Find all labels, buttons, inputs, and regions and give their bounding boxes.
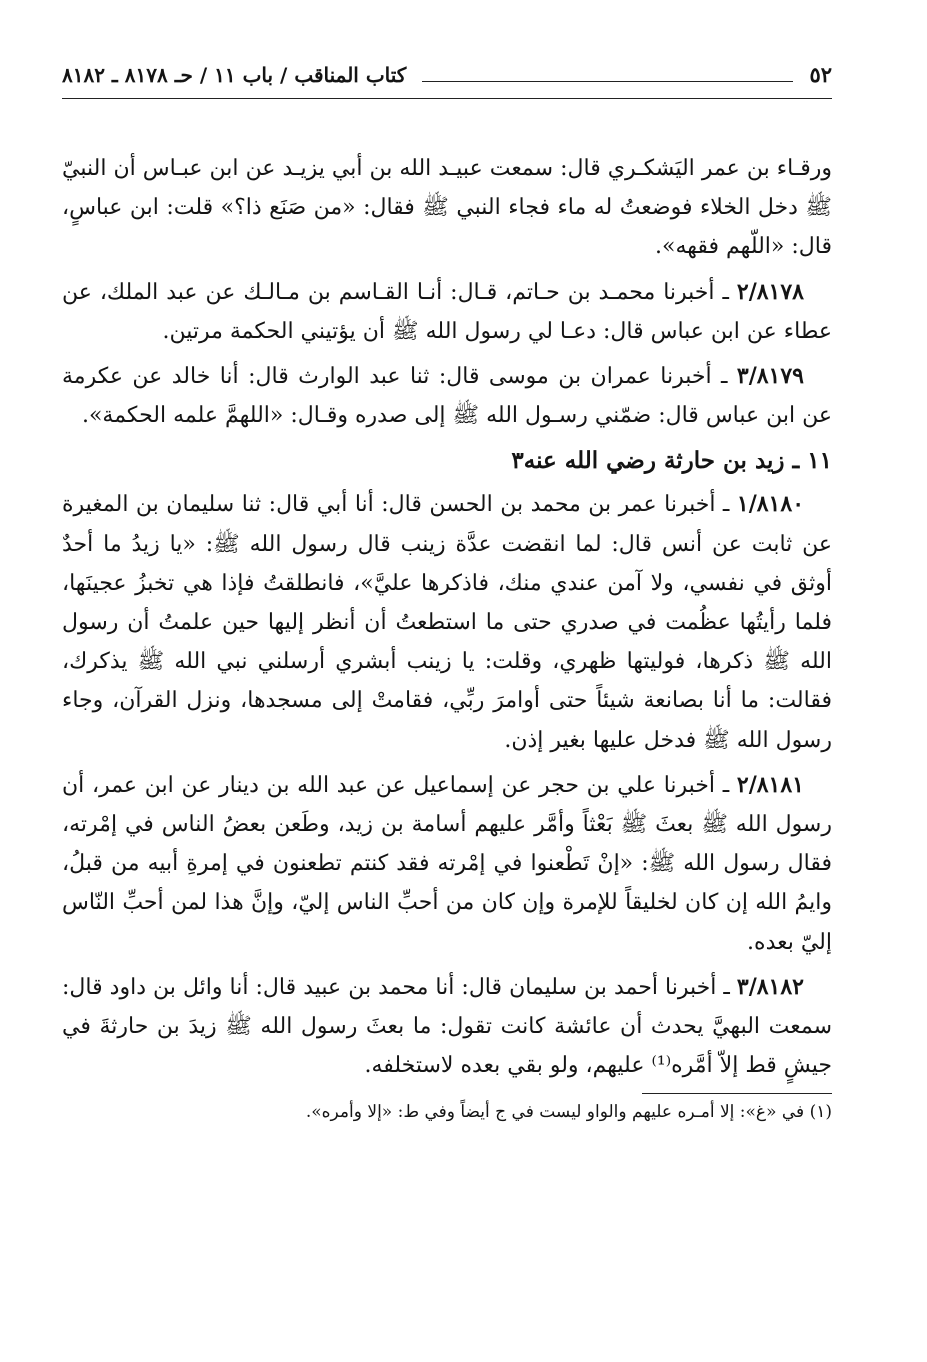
hadith-entry (62, 485, 832, 759)
section-heading: ١١ ـ زيد بن حارثة رضي الله عنه٣ (511, 447, 832, 475)
footnote-rule (642, 1093, 832, 1094)
hadith-text: ـ أخبرنا محمـد بن حـاتم، قـال: أنـا القـاسم بن مـالـك عن عبد الملك، عن عطاء عن ابن عباس قال: دعـا لي رسول الله ﷺ أن يؤتيني الحكمة مرتين. (62, 279, 832, 344)
hadith-number: ١/٨١٨٠ (736, 491, 805, 518)
hadith-number: ٢/٨١٧٨ (736, 278, 804, 305)
paragraph-continuation (62, 149, 832, 267)
page-number: ٥٢ (809, 62, 832, 87)
hadith-entry (62, 968, 832, 1086)
hadith-number: ٢/٨١٨١ (736, 771, 804, 798)
hadith-text: ـ أخبرنا عمران بن موسى قال: ثنا عبد الوارث قال: أنا خالد عن عكرمة عن ابن عباس قال: ضمّني رسـول الله ﷺ إلى صدره وقـال: «اللهمَّ علمه الحكمة». (62, 364, 832, 429)
footnote: (١) في «غ»: إلا أمـره عليهم والواو ليست في ج أيضاً وفي ط: «إلا وأمره». (305, 1102, 832, 1123)
running-header (62, 62, 832, 99)
header-rule (422, 81, 793, 82)
hadith-entry (62, 357, 832, 435)
hadith-text: ـ أخبرنا أحمد بن سليمان قال: أنا محمد بن عبيد قال: أنا وائل بن داود قال: سمعت البهيَّ يحدث أن عائشة كانت تقول: ما بعثَ رسول الله ﷺ زيدَ بن حارثةَ في جيشٍ قط إلاّ أمَّره⁽¹⁾ عليهم، ولو بقي بعده لاستخلفه. (62, 974, 832, 1079)
hadith-number: ٣/٨١٨٢ (736, 973, 804, 1000)
body-text (62, 149, 832, 1126)
hadith-text: ـ أخبرنا علي بن حجر عن إسماعيل عن عبد الله بن دينار عن ابن عمر، أن رسول الله ﷺ بعثَ ﷺ بَعْثاً وأمَّر عليهم أسامة بن زيد، وطَعن بعضُ الناس في إمْرته، فقال رسول الله ﷺ: «إنْ تَطْعنوا في إمْرته فقد كنتم تطعنون في إمرةِ أبيه من قبلُ، وايمُ الله إن كان لخليقاً للإمرة وإن كان من أحبِّ الناس إليّ، وإنَّ هذا لمن أحبِّ النّاس إليّ بعده. (62, 772, 832, 955)
hadith-entry (62, 766, 832, 962)
hadith-number: ٣/٨١٧٩ (736, 363, 804, 390)
running-title: كتاب المناقب / باب ١١ / حـ ٨١٧٨ ـ ٨١٨٢ (62, 63, 407, 87)
paragraph-text: ورقـاء بن عمر اليَشكـري قال: سمعت عبيـد الله بن أبي يزيـد عن ابن عبـاس أن النبيّ ﷺ دخل الخلاء فوضعتُ له ماء فجاء النبي ﷺ فقال: «من صَنَع ذا؟» قلت: ابن عباسٍ، قال: «اللّهم فقهه». (62, 156, 832, 260)
document-page (62, 62, 832, 1126)
hadith-text: ـ أخبرنا عمر بن محمد بن الحسن قال: أنا أبي قال: ثنا سليمان بن المغيرة عن ثابت عن أنس قال: لما انقضت عدَّة زينب قال رسول الله ﷺ: «يا زيدُ ما أحدٌ أوثق في نفسي، ولا آمن عندي منك، فاذكرها عليَّ»، فانطلقتُ فإذا هي تخبزُ عجينَها، فلما رأيتُها عظُمت في صدري حتى ما استطعتُ أن أنظر إليها حين علمتُ أن رسول الله ﷺ ذكرها، فوليتها ظهري، وقلت: يا زينب أبشري أرسلني نبي الله ﷺ يذكرك، فقالت: ما أنا بصانعة شيئاً حتى أوامرَ ربِّي، فقامتْ إلى مسجدها، ونزل القرآن، وجاء رسول الله ﷺ فدخل عليها بغير إذن. (62, 492, 832, 753)
hadith-entry (62, 273, 832, 351)
